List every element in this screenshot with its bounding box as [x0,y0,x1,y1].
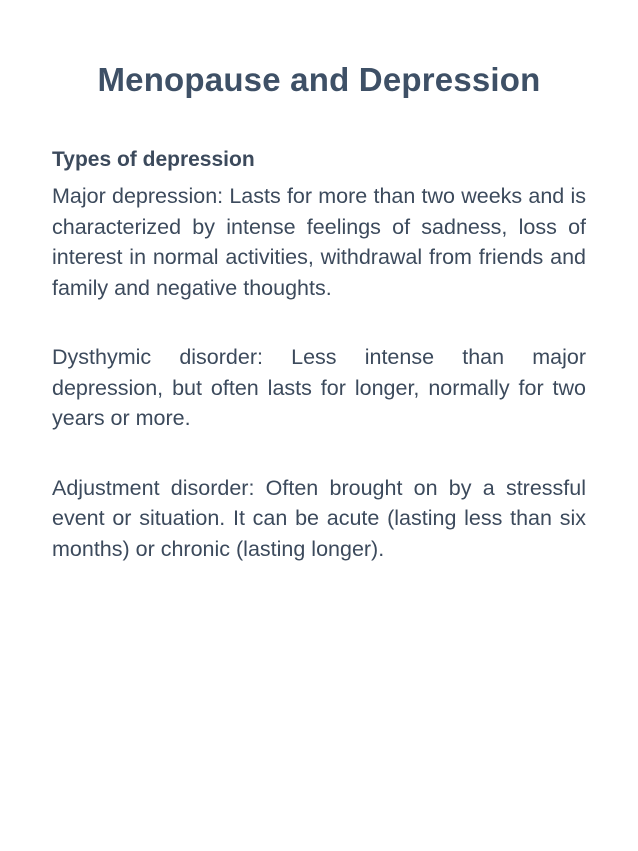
section-heading: Types of depression [52,148,255,171]
paragraph-dysthymic-disorder: Dysthymic disorder: Less intense than major depression, but often lasts for longer, normally for two years or more. [52,345,586,430]
paragraph-adjustment-disorder: Adjustment disorder: Often brought on by a stressful event or situation. It can be acute (lasting less than six months) or chronic (lasting longer). [52,475,586,561]
slide-title: Menopause and Depression [97,61,541,98]
paragraph-major-depression: Major depression: Lasts for more than two weeks and is characterized by intense feelings of sadness, loss of interest in normal activities, withdrawal from friends and family and negative thoughts. [52,184,586,300]
